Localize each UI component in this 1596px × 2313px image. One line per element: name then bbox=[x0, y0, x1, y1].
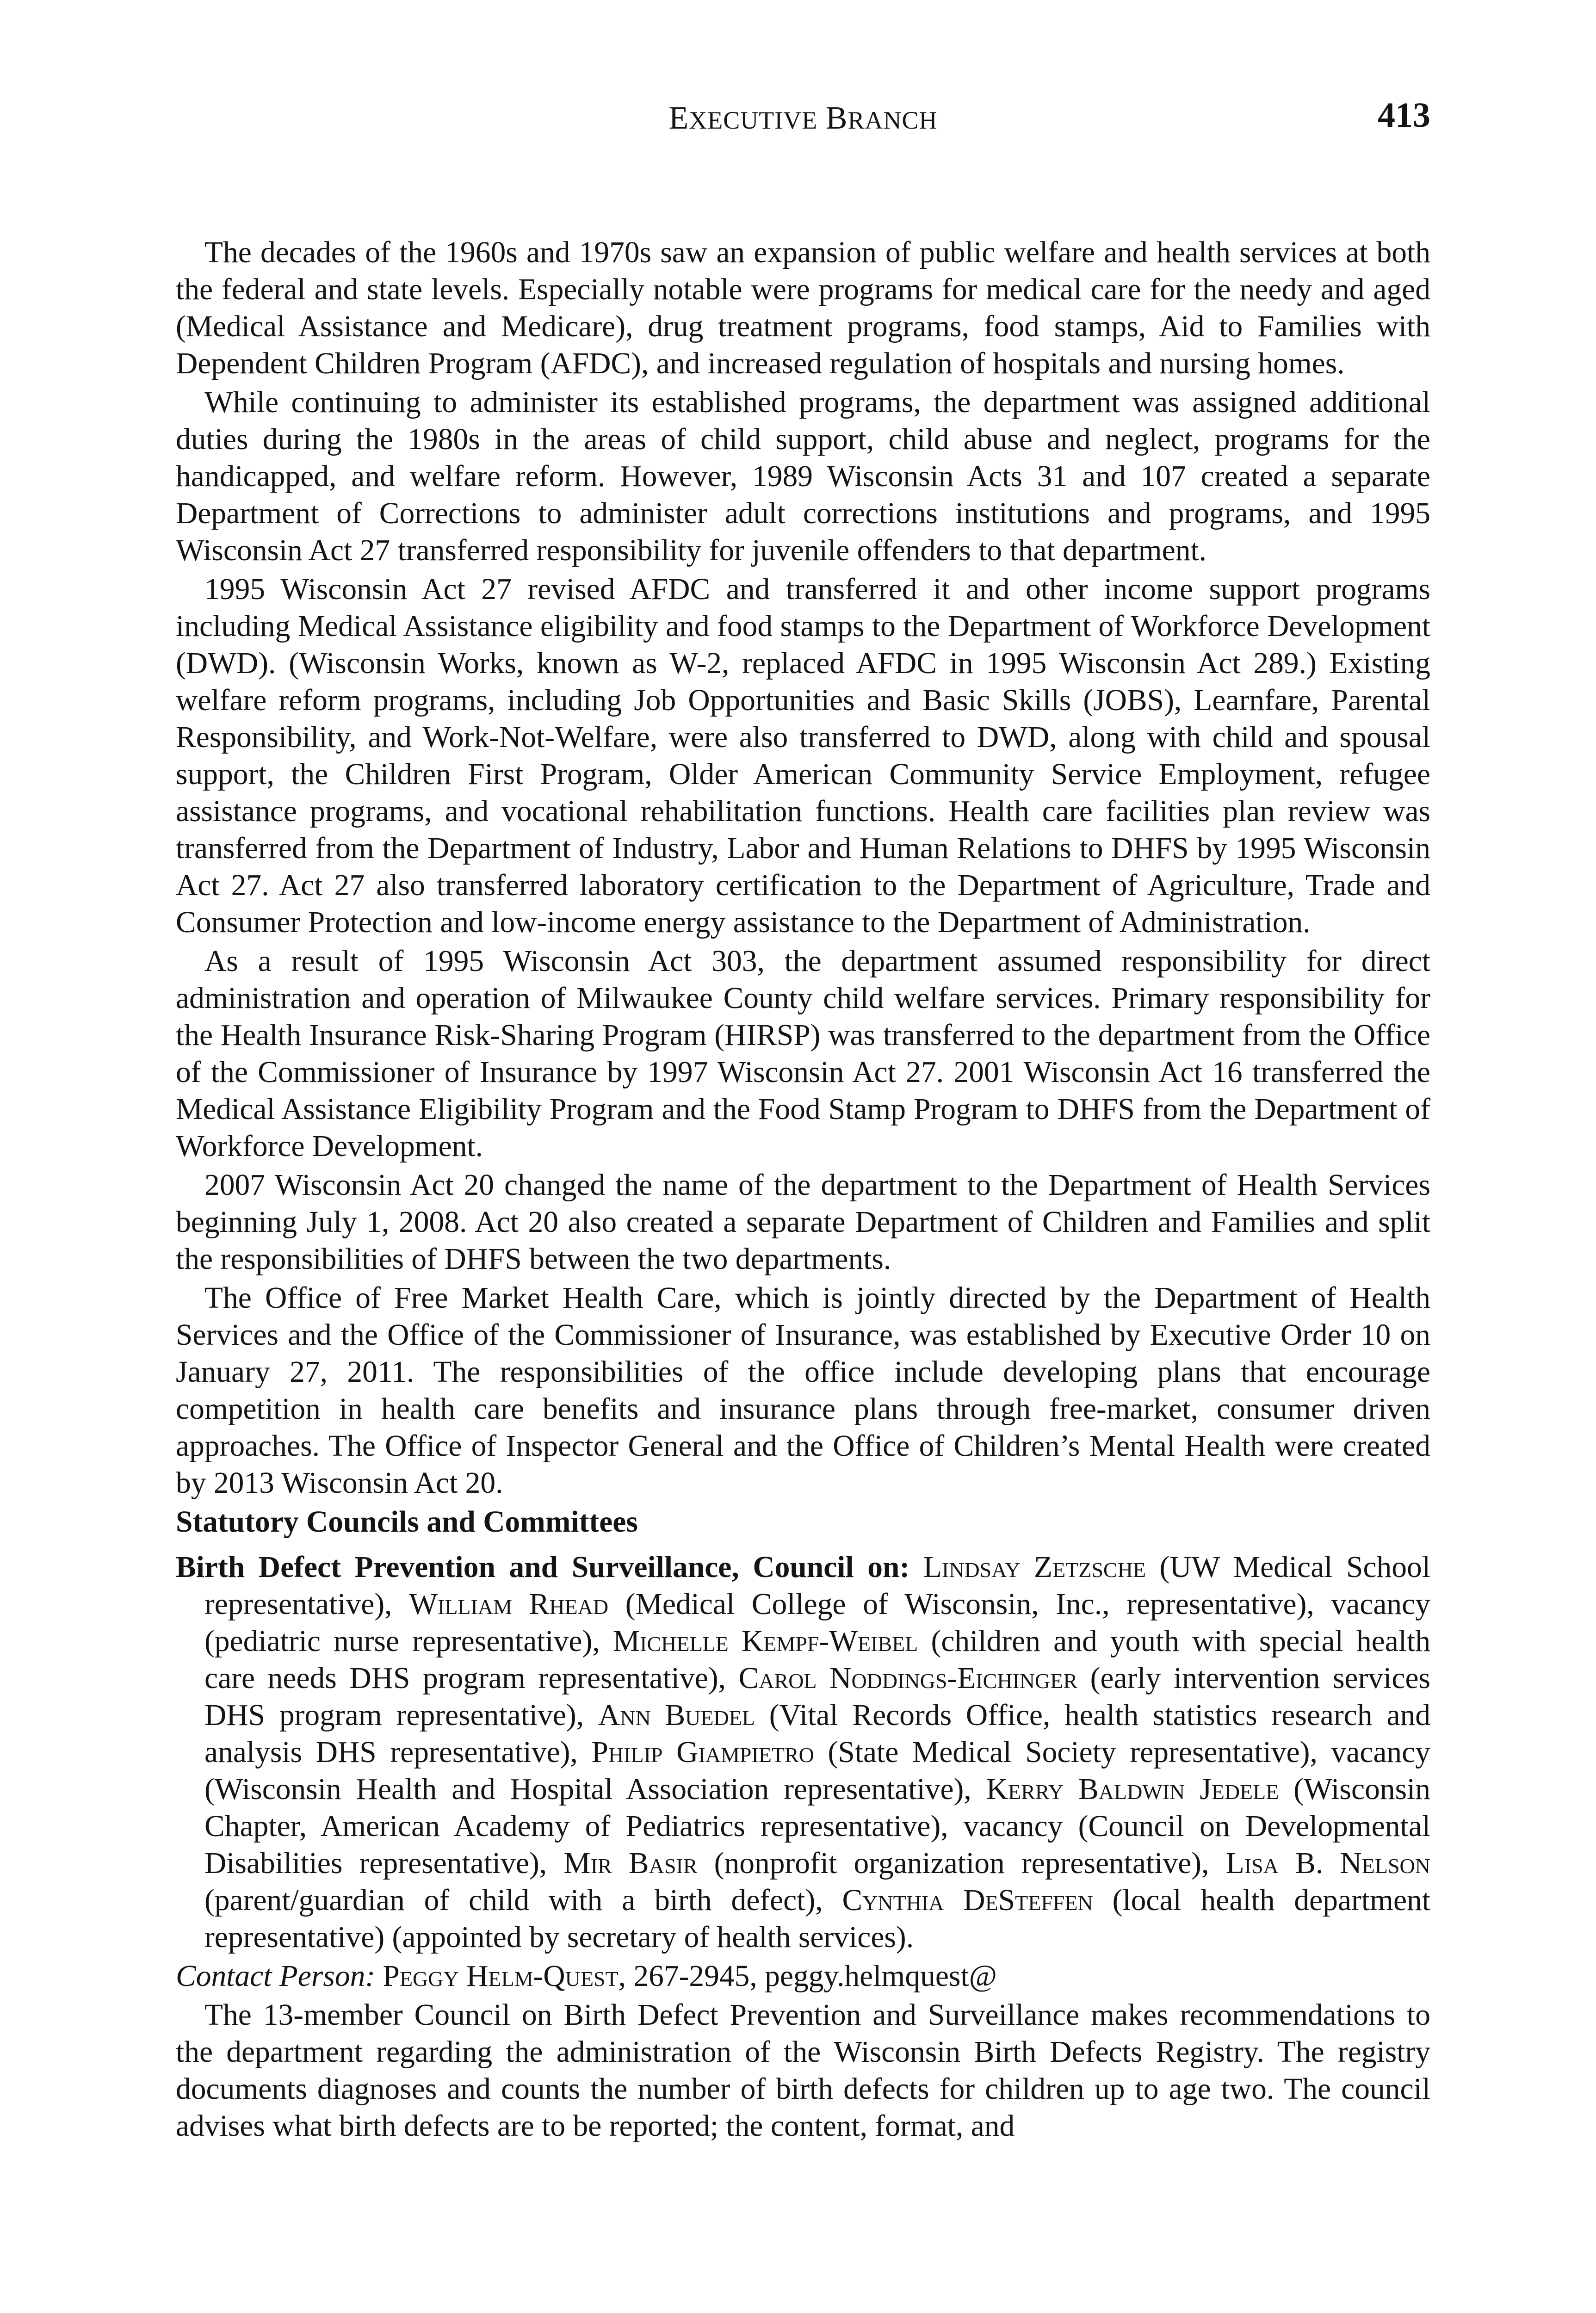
paragraph: 1995 Wisconsin Act 27 revised AFDC and transferred it and other income support programs including Medical Assistance eligibility and food stamps to the Department of Workforce Development (DWD). (Wisconsin Works, known as W-2, replaced AFDC in 1995 Wisconsin Act 289.) Existing welfare reform programs, including Job Opportunities and Basic Skills (JOBS), Learnfare, Parental Responsibility, and Work-Not-Welfare, were also transferred to DWD, along with child and spousal support, the Children First Program, Older American Community Service Employment, refugee assistance programs, and vocational rehabilitation functions. Health care facilities plan review was transferred from the Department of Industry, Labor and Human Relations to DHFS by 1995 Wisconsin Act 27. Act 27 also transferred laboratory certification to the Department of Agriculture, Trade and Consumer Protection and low-income energy assistance to the Department of Administration. bbox=[176, 573, 1430, 939]
running-head bbox=[176, 100, 1430, 137]
member-role: (Medical College of Wisconsin, Inc., representative), vacancy (pediatric nurse representative), bbox=[204, 1588, 1430, 1658]
member-role: (parent/guardian of child with a birth defect), bbox=[204, 1884, 823, 1917]
contact-name: Peggy Helm-Quest bbox=[383, 1960, 619, 1993]
contact-details: , 267-2945, peggy.helmquest@ bbox=[618, 1960, 997, 1993]
member-name: Philip Giampietro bbox=[591, 1736, 814, 1769]
contact-person bbox=[176, 1958, 1430, 1995]
member-name: Lisa B. Nelson bbox=[1225, 1847, 1430, 1880]
paragraph: While continuing to administer its established programs, the department was assigned additional duties during the 1980s in the areas of child support, child abuse and neglect, programs for the handicapped, and welfare reform. However, 1989 Wisconsin Acts 31 and 107 created a separate Department of Corrections to administer adult corrections institutions and programs, and 1995 Wisconsin Act 27 transferred responsibility for juvenile offenders to that department. bbox=[176, 386, 1430, 567]
member-role: (nonprofit organization representative), bbox=[714, 1847, 1209, 1880]
council-title: Birth Defect Prevention and Surveillance, Council on: bbox=[176, 1551, 910, 1584]
member-name: Lindsay Zetzsche bbox=[923, 1551, 1146, 1584]
closing-paragraph: The 13-member Council on Birth Defect Prevention and Surveillance makes recommendations to the department regarding the administration of the Wisconsin Birth Defects Registry. The registry documents diagnoses and counts the number of birth defects for children up to age two. The council advises what birth defects are to be reported; the content, format, and bbox=[176, 1998, 1430, 2143]
running-head-xecutive: XECUTIVE bbox=[689, 106, 818, 134]
paragraph: The Office of Free Market Health Care, which is jointly directed by the Department of Health Services and the Office of the Commissioner of Insurance, was established by Executive Order 10 on January 27, 2011. The responsibilities of the office include developing plans that encourage competition in health care benefits and insurance plans through free-market, consumer driven approaches. The Office of Inspector General and the Office of Children’s Mental Health were created by 2013 Wisconsin Act 20. bbox=[176, 1281, 1430, 1500]
member-name: William Rhead bbox=[409, 1588, 609, 1621]
paragraph: The decades of the 1960s and 1970s saw an expansion of public welfare and health services at both the federal and state levels. Especially notable were programs for medical care for the needy and aged (Medical Assistance and Medicare), drug treatment programs, food stamps, Aid to Families with Dependent Children Program (AFDC), and increased regulation of hospitals and nursing homes. bbox=[176, 236, 1430, 380]
running-head-initial-b: B bbox=[825, 100, 848, 136]
member-role: (early intervention services DHS program representative), bbox=[204, 1662, 1431, 1732]
paragraph: As a result of 1995 Wisconsin Act 303, the department assumed responsibility for direct administration and operation of Milwaukee County child welfare services. Primary responsibility for the Health Insurance Risk-Sharing Program (HIRSP) was transferred to the department from the Office of the Commissioner of Insurance by 1997 Wisconsin Act 27. 2001 Wisconsin Act 16 transferred the Medical Assistance Eligibility Program and the Food Stamp Program to DHFS from the Department of Workforce Development. bbox=[176, 945, 1430, 1163]
member-name: Cynthia DeSteffen bbox=[842, 1884, 1093, 1917]
member-name: Mir Basir bbox=[563, 1847, 698, 1880]
page-header bbox=[176, 95, 1430, 146]
section-heading: Statutory Councils and Committees bbox=[176, 1505, 638, 1539]
council-entry bbox=[176, 1549, 1430, 1956]
contact-label: Contact Person: bbox=[176, 1960, 376, 1993]
member-name: Carol Noddings-Eichinger bbox=[738, 1662, 1078, 1695]
member-role: (Vital Records Office, health statistics research and analysis DHS representative), bbox=[204, 1699, 1431, 1769]
member-role: (Wisconsin Chapter, American Academy of Pediatrics representative), vacancy (Council on Developmental Disabilities representative), bbox=[204, 1773, 1431, 1880]
member-name: Ann Buedel bbox=[598, 1699, 755, 1732]
running-head-ranch: RANCH bbox=[847, 106, 938, 134]
member-name: Michelle Kempf-Weibel bbox=[612, 1625, 918, 1658]
member-role: (UW Medical School representative), bbox=[204, 1551, 1431, 1621]
paragraph: 2007 Wisconsin Act 20 changed the name of the department to the Department of Health Services beginning July 1, 2008. Act 20 also created a separate Department of Children and Families and split the responsibilities of DHFS between the two departments. bbox=[176, 1169, 1430, 1276]
running-head-initial-e: E bbox=[668, 100, 689, 136]
member-name: Kerry Baldwin Jedele bbox=[986, 1773, 1279, 1806]
member-role: (State Medical Society representative), vacancy (Wisconsin Health and Hospital Association representative), bbox=[204, 1736, 1431, 1806]
page-number: 413 bbox=[1378, 96, 1430, 135]
member-role: (local health department representative) (appointed by secretary of health services). bbox=[204, 1884, 1431, 1954]
member-role: (children and youth with special health care needs DHS program representative), bbox=[204, 1625, 1430, 1695]
body-text bbox=[176, 234, 1430, 2146]
